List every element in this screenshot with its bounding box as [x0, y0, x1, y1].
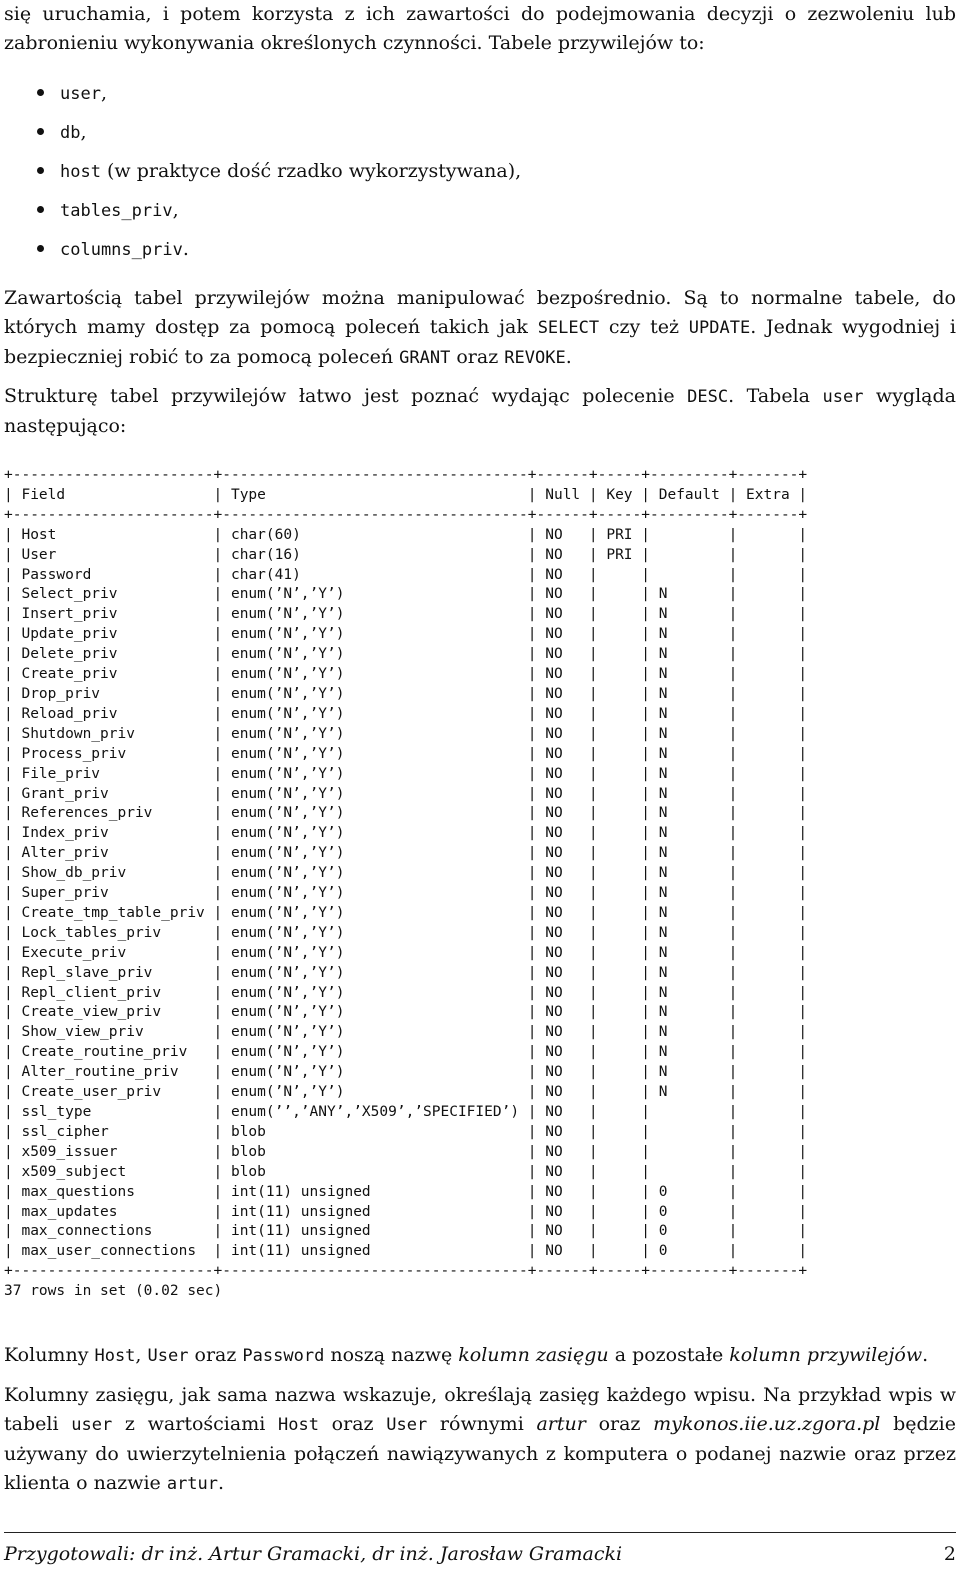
table-name: host — [60, 162, 101, 182]
code-update: UPDATE — [688, 318, 751, 338]
code-host: Host — [278, 1415, 319, 1435]
text: Kolumny — [4, 1344, 95, 1366]
table-note: , — [172, 199, 179, 221]
privilege-tables-list — [32, 78, 521, 273]
intro-paragraph: się uruchamia, i potem korzysta z ich zawartości do podejmowania decyzji o zezwoleniu lub zabronieniu wykonywania określonych czynności. Tabele przywilejów to: — [4, 3, 956, 54]
page-footer — [4, 1540, 956, 1569]
text: a pozostałe — [608, 1344, 730, 1366]
footer-divider — [4, 1532, 956, 1533]
text: równymi — [427, 1413, 537, 1435]
text: będzie używany do uwierzytelnienia połączeń nawiązywanych z komputera o podanej nazwie oraz przez klienta o nazwie — [4, 1413, 956, 1494]
text: z wartościami — [112, 1413, 278, 1435]
desc-user-table-output: +-----------------------+-----------------------------------+------+-----+---------+-------+ | Field | Type | Null | Key | Default | Extra | +-----------------------+-----------------------------------+------+-----+---------+-------+ | Host | char(60) | NO | PRI | | | | User | char(16) | NO | PRI | | | | Password | char(41) | NO | | | | | Select_priv | enum(’N’,’Y’) | NO | | N | | | Insert_priv | enum(’N’,’Y’) | NO | | N | | | Update_priv | enum(’N’,’Y’) | NO | | N | | | Delete_priv | enum(’N’,’Y’) | NO | | N | | | Create_priv | enum(’N’,’Y’) | NO | | N | | | Drop_priv | enum(’N’,’Y’) | NO | | N | | | Reload_priv | enum(’N’,’Y’) | NO | | N | | | Shutdown_priv | enum(’N’,’Y’) | NO | | N | | | Process_priv | enum(’N’,’Y’) | NO | | N | | | File_priv | enum(’N’,’Y’) | NO | | N | | | Grant_priv | enum(’N’,’Y’) | NO | | N | | | References_priv | enum(’N’,’Y’) | NO | | N | | | Index_priv | enum(’N’,’Y’) | NO | | N | | | Alter_priv | enum(’N’,’Y’) | NO | | N | | | Show_db_priv | enum(’N’,’Y’) | NO | | N | | | Super_priv | enum(’N’,’Y’) | NO | | N | | | Create_tmp_table_priv | enum(’N’,’Y’) | NO | | N | | | Lock_tables_priv | enum(’N’,’Y’) | NO | | N | | | Execute_priv | enum(’N’,’Y’) | NO | | N | | | Repl_slave_priv | enum(’N’,’Y’) | NO | | N | | | Repl_client_priv | enum(’N’,’Y’) | NO | | N | | | Create_view_priv | enum(’N’,’Y’) | NO | | N | | | Show_view_priv | enum(’N’,’Y’) | NO | | N | | | Create_routine_priv | enum(’N’,’Y’) | NO | | N | | | Alter_routine_priv | enum(’N’,’Y’) | NO | | N | | | Create_user_priv | enum(’N’,’Y’) | NO | | N | | | ssl_type | enum(’’,’ANY’,’X509’,’SPECIFIED’) | NO | | | | | ssl_cipher | blob | NO | | | | | x509_issuer | blob | NO | | | | | x509_subject | blob | NO | | | | | max_questions | int(11) unsigned | NO | | 0 | | | max_updates | int(11) unsigned | NO | | 0 | | | max_connections | int(11) unsigned | NO | | 0 | | | max_user_connections | int(11) unsigned | NO | | 0 | | +-----------------------+-----------------------------------+------+-----+---------+-------+ 37 rows in set (0.02 sec) — [4, 467, 808, 1300]
text: oraz — [450, 346, 505, 368]
text: czy też — [599, 316, 689, 338]
text: wygląda następująco: — [4, 385, 956, 437]
table-name: columns_priv — [60, 240, 183, 260]
term-scope-columns: kolumn zasięgu — [458, 1344, 609, 1366]
text: , — [135, 1344, 148, 1366]
list-item — [32, 234, 521, 273]
code-host: Host — [94, 1346, 136, 1366]
text: Kolumny zasięgu, jak sama nazwa wskazuje, określają zasięg każdego wpisu. Na przykład wpis w tabeli — [4, 1384, 956, 1435]
code-desc: DESC — [687, 387, 729, 407]
text: . — [565, 346, 572, 368]
code-user: User — [386, 1415, 428, 1435]
code-artur: artur — [166, 1474, 219, 1494]
table-note: , — [80, 121, 87, 143]
table-name: tables_priv — [60, 201, 173, 221]
example-username: artur — [536, 1413, 586, 1435]
table-note: . — [182, 238, 189, 260]
text: Strukturę tabel przywilejów łatwo jest poznać wydając polecenie — [4, 385, 688, 407]
list-item — [32, 78, 521, 117]
text: noszą nazwę — [324, 1344, 459, 1366]
text: . — [218, 1472, 225, 1494]
code-grant: GRANT — [399, 348, 451, 368]
paragraph-scope-columns — [4, 1341, 956, 1371]
text: . Jednak wygodniej i bezpieczniej robić to za pomocą poleceń — [4, 316, 956, 368]
table-note: , — [100, 82, 107, 104]
list-item — [32, 156, 521, 195]
list-item — [32, 195, 521, 234]
paragraph-manipulation — [4, 284, 956, 373]
text: Zawartością tabel przywilejów można manipulować bezpośrednio. Są to normalne tabele, do których mamy dostęp za pomocą poleceń takich jak — [4, 287, 956, 338]
text: . Tabela — [728, 385, 823, 407]
table-note: (w praktyce dość rzadko wykorzystywana), — [100, 160, 522, 182]
code-user: user — [822, 387, 864, 407]
text: oraz — [188, 1344, 243, 1366]
paragraph-structure — [4, 382, 956, 441]
page-number: 2 — [943, 1543, 956, 1565]
code-select: SELECT — [537, 318, 600, 338]
text: . — [922, 1344, 929, 1366]
code-user: user — [71, 1415, 113, 1435]
term-privilege-columns: kolumn przywilejów — [729, 1344, 923, 1366]
list-item — [32, 117, 521, 156]
table-name: user — [60, 84, 101, 104]
code-password: Password — [242, 1346, 325, 1366]
text: oraz — [318, 1413, 387, 1435]
table-name: db — [60, 123, 81, 143]
code-revoke: REVOKE — [504, 348, 566, 368]
text: oraz — [585, 1413, 654, 1435]
example-hostname: mykonos.iie.uz.zgora.pl — [653, 1413, 881, 1435]
code-user: User — [147, 1346, 189, 1366]
footer-authors: Przygotowali: dr inż. Artur Gramacki, dr inż. Jarosław Gramacki — [4, 1543, 623, 1565]
paragraph-scope-example — [4, 1381, 956, 1499]
